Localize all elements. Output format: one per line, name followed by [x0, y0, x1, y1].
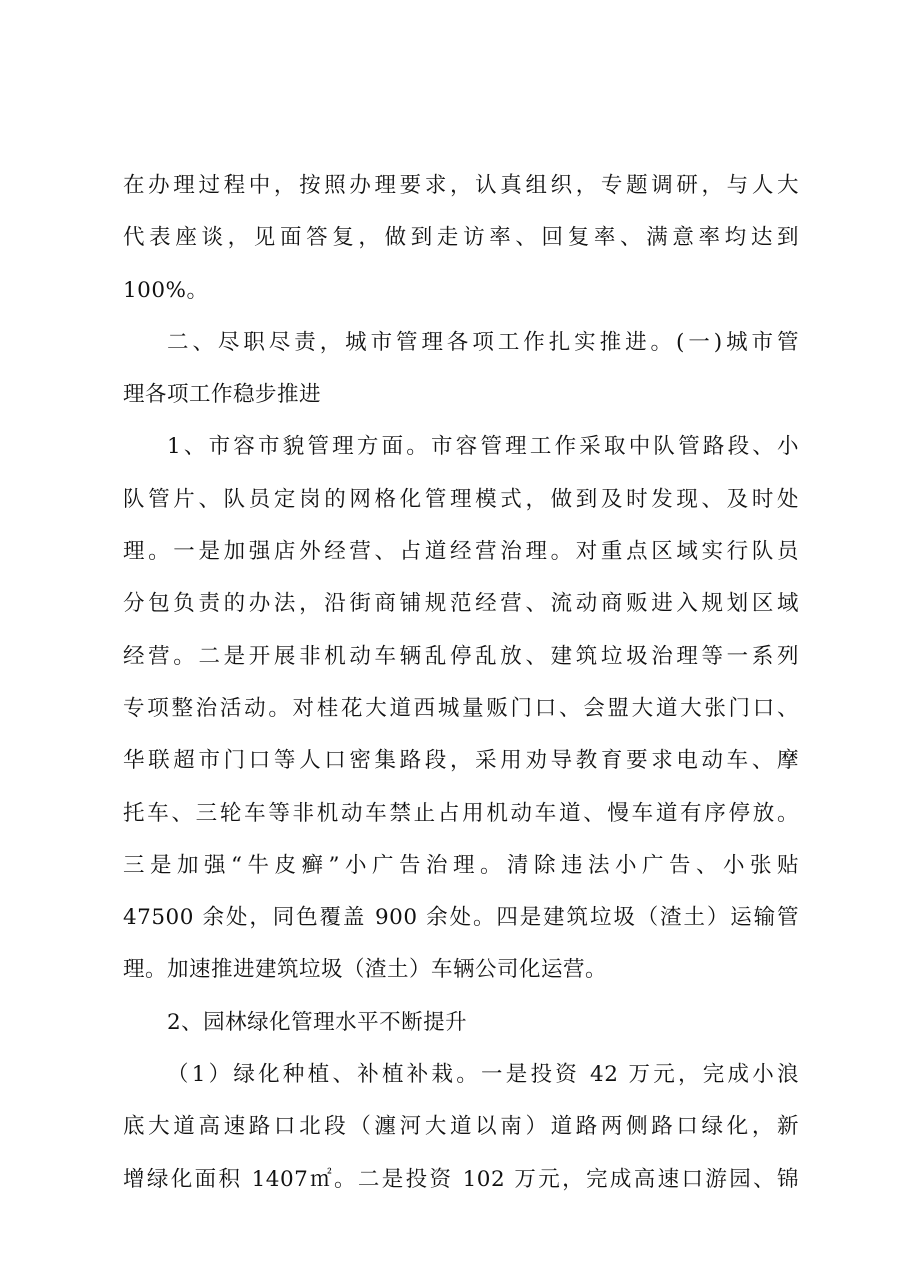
- text-line: 托车、三轮车等非机动车禁止占用机动车道、慢车道有序停放。: [123, 800, 799, 826]
- text-line: 专项整治活动。对桂花大道西城量贩门口、会盟大道大张门口、: [123, 695, 799, 721]
- text-line: 在办理过程中，按照办理要求，认真组织，专题调研，与人大: [123, 173, 799, 198]
- text-line: 华联超市门口等人口密集路段，采用劝导教育要求电动车、摩: [123, 748, 799, 774]
- text-line: 队管片、队员定岗的网格化管理模式，做到及时发现、及时处: [123, 486, 799, 512]
- section-heading-line: 2、园林绿化管理水平不断提升: [167, 1009, 468, 1035]
- document-body: [123, 160, 799, 1206]
- text-line: 理。加速推进建筑垃圾（渣土）车辆公司化运营。: [123, 957, 608, 983]
- text-line: 底大道高速路口北段（瀍河大道以南）道路两侧路口绿化，新: [123, 1114, 799, 1140]
- section-heading-line: 理各项工作稳步推进: [123, 382, 322, 408]
- text-line: 47500 余处，同色覆盖 900 余处。四是建筑垃圾（渣土）运输管: [123, 905, 799, 931]
- text-line: 增绿化面积 1407㎡。二是投资 102 万元，完成高速口游园、锦: [123, 1166, 799, 1192]
- text-line: 经营。二是开展非机动车辆乱停乱放、建筑垃圾治理等一系列: [123, 643, 799, 669]
- text-line: 100%。: [123, 277, 209, 303]
- text-line: （1）绿化种植、补植补栽。一是投资 42 万元，完成小浪: [167, 1062, 799, 1088]
- text-line: 三是加强“牛皮癣”小广告治理。清除违法小广告、小张贴: [123, 852, 799, 878]
- text-line: 1、市容市貌管理方面。市容管理工作采取中队管路段、小: [167, 434, 799, 460]
- section-heading-line: 二、尽职尽责，城市管理各项工作扎实推进。(一)城市管: [167, 329, 799, 355]
- text-line: 分包负责的办法，沿街商铺规范经营、流动商贩进入规划区域: [123, 591, 799, 617]
- text-line: 代表座谈，见面答复，做到走访率、回复率、满意率均达到: [123, 225, 799, 251]
- text-line: 理。一是加强店外经营、占道经营治理。对重点区域实行队员: [123, 539, 799, 565]
